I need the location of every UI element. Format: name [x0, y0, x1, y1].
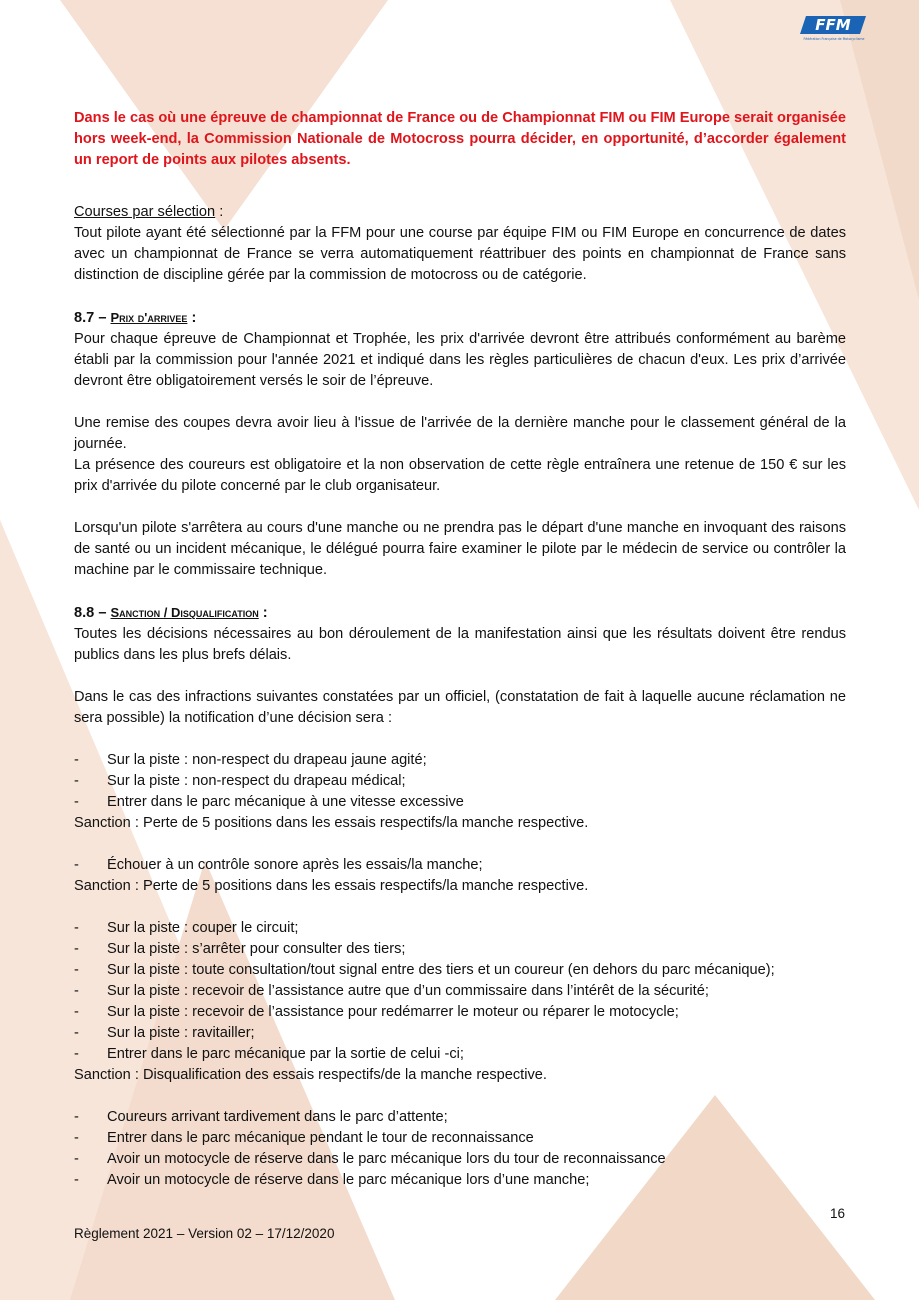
- page-number: 16: [829, 1206, 845, 1221]
- section-8-7-paragraph-3: La présence des coureurs est obligatoire et la non observation de cette règle entraînera une retenue de 150 € sur les prix d'arrivée du pilote concerné par le club organisateur.: [74, 457, 846, 494]
- infraction-list-3: [74, 918, 846, 1065]
- sanction-1: Sanction : Perte de 5 positions dans les essais respectifs/la manche respective.: [74, 815, 589, 831]
- list-item: - Avoir un motocycle de réserve dans le parc mécanique lors du tour de reconnaissance: [74, 1149, 846, 1170]
- section-8-7-paragraph-2: Une remise des coupes devra avoir lieu à l'issue de l'arrivée de la dernière manche pour le classement général de la journée.: [74, 415, 846, 452]
- section-8-7-heading: 8.7 – Prix d'arrivee :: [74, 310, 197, 326]
- section-8-8-title: Sanction / Disqualification: [110, 605, 259, 620]
- list-item: - Sur la piste : s’arrêter pour consulter des tiers;: [74, 939, 846, 960]
- list-item: - Avoir un motocycle de réserve dans le parc mécanique lors d’une manche;: [74, 1170, 846, 1191]
- list-item: - Coureurs arrivant tardivement dans le parc d’attente;: [74, 1107, 846, 1128]
- list-item: - Entrer dans le parc mécanique à une vitesse excessive: [74, 792, 846, 813]
- section-8-8-paragraph-2: Dans le cas des infractions suivantes constatées par un officiel, (constatation de fait à laquelle aucune réclamation ne sera possible) la notification d’une décision sera :: [74, 689, 846, 726]
- logo-tagline: Fédération Française de Motocyclisme: [803, 37, 865, 41]
- list-item: - Sur la piste : toute consultation/tout signal entre des tiers et un coureur (en dehors du parc mécanique);: [74, 960, 846, 981]
- list-item: - Sur la piste : recevoir de l’assistance autre que d’un commissaire dans l’intérêt de la sécurité;: [74, 981, 846, 1002]
- logo-text: FFM: [815, 16, 851, 34]
- courses-label: Courses par sélection: [74, 204, 216, 220]
- infraction-list-2: [74, 855, 846, 876]
- section-8-7-paragraph-4: Lorsqu'un pilote s'arrêtera au cours d'une manche ou ne prendra pas le départ d'une manche en invoquant des raisons de santé ou un incident mécanique, le délégué pourra faire examiner le pilote par le médecin de service ou contrôler la machine par le commissaire technique.: [74, 520, 846, 578]
- list-item: - Entrer dans le parc mécanique pendant le tour de reconnaissance: [74, 1128, 846, 1149]
- section-8-7-title: Prix d'arrivee: [110, 310, 188, 325]
- section-8-8-paragraph-1: Toutes les décisions nécessaires au bon déroulement de la manifestation ainsi que les résultats doivent être rendus publics dans les plus brefs délais.: [74, 626, 846, 663]
- infraction-list-1: [74, 750, 846, 813]
- section-8-8-heading: 8.8 – Sanction / Disqualification :: [74, 605, 268, 621]
- list-item: - Sur la piste : ravitailler;: [74, 1023, 846, 1044]
- courses-paragraph: Tout pilote ayant été sélectionné par la FFM pour une course par équipe FIM ou FIM Europe en concurrence de dates avec un championnat de France se verra automatiquement réattribuer des points en championnat de France sans distinction de discipline gérée par la commission de motocross ou de catégorie.: [74, 225, 846, 283]
- courses-heading: Courses par sélection :: [74, 204, 224, 220]
- infraction-list-4: [74, 1107, 846, 1191]
- list-item: - Sur la piste : non-respect du drapeau jaune agité;: [74, 750, 846, 771]
- intro-red-paragraph: Dans le cas où une épreuve de championnat de France ou de Championnat FIM ou FIM Europe serait organisée hors week-end, la Commission Nationale de Motocross pourra décider, en opportunité, d’accorder également un report de points aux pilotes absents.: [74, 110, 847, 168]
- document-body: [74, 108, 846, 1191]
- sanction-2: Sanction : Perte de 5 positions dans les essais respectifs/la manche respective.: [74, 878, 589, 894]
- list-item: - Sur la piste : non-respect du drapeau médical;: [74, 771, 846, 792]
- list-item: - Entrer dans le parc mécanique par la sortie de celui -ci;: [74, 1044, 846, 1065]
- list-item: - Sur la piste : recevoir de l’assistance pour redémarrer le moteur ou réparer le motocycle;: [74, 1002, 846, 1023]
- ffm-logo: [800, 14, 868, 42]
- sanction-3: Sanction : Disqualification des essais respectifs/de la manche respective.: [74, 1067, 547, 1083]
- list-item: - Sur la piste : couper le circuit;: [74, 918, 846, 939]
- footer-version: Règlement 2021 – Version 02 – 17/12/2020: [74, 1226, 335, 1241]
- section-8-7-paragraph-1: Pour chaque épreuve de Championnat et Trophée, les prix d'arrivée devront être attribués conformément au barème établi par la commission pour l'année 2021 et indiqué dans les règles particulières de chacun d'eux. Les prix d’arrivée devront être obligatoirement versés le soir de l’épreuve.: [74, 331, 846, 389]
- list-item: - Échouer à un contrôle sonore après les essais/la manche;: [74, 855, 846, 876]
